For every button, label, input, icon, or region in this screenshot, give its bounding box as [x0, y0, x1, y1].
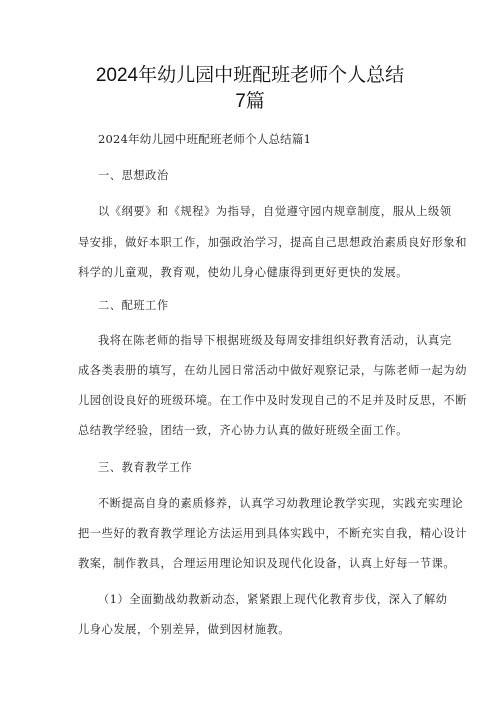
paragraph-line: （1）全面勤战幼教新动态，紧紧跟上现代化教育步伐，深入了解幼: [98, 593, 448, 606]
paragraph-line: 儿园创设良好的班级环境。在工作中及时发现自己的不足并及时反思，不断: [78, 394, 467, 407]
paragraph-line: 以《纲要》和《规程》为指导，自觉遵守园内规章制度，服从上级领: [98, 205, 452, 218]
section-heading: 一、思想政治: [98, 169, 169, 182]
paragraph-line: 把一些好的教育教学理论方法运用到具体实践中，不断充实自我，精心设计: [78, 527, 467, 540]
section-heading: 三、教育教学工作: [98, 461, 193, 474]
document-title-line-2: 7篇: [235, 91, 265, 112]
paragraph-line: 我将在陈老师的指导下根据班级及每周安排组织好教育活动，认真完: [98, 334, 452, 347]
document-title-line-1: 2024年幼儿园中班配班老师个人总结: [95, 65, 405, 86]
paragraph-line: 科学的儿童观，教育观，使幼儿身心健康得到更好更快的发展。: [78, 266, 409, 279]
section-heading: 二、配班工作: [98, 299, 169, 312]
paragraph-line: 总结教学经验，团结一致，齐心协力认真的做好班级全面工作。: [78, 424, 409, 437]
paragraph-line: 不断提高自身的素质修养，认真学习幼教理论教学实现，实践充实理论: [98, 497, 464, 510]
paragraph-line: 儿身心发展，个别差异，做到因材施教。: [78, 623, 291, 636]
paragraph-line: 教案，制作教具，合理运用理论知识及现代化设备，认真上好每一节课。: [78, 557, 456, 570]
document-subtitle: 2024年幼儿园中班配班老师个人总结篇1: [98, 132, 312, 146]
paragraph-line: 导安排，做好本职工作，加强政治学习，提高自己思想政治素质良好形象和: [78, 236, 467, 249]
paragraph-line: 成各类表册的填写，在幼儿园日常活动中做好观察记录，与陈老师一起为幼: [78, 364, 467, 377]
